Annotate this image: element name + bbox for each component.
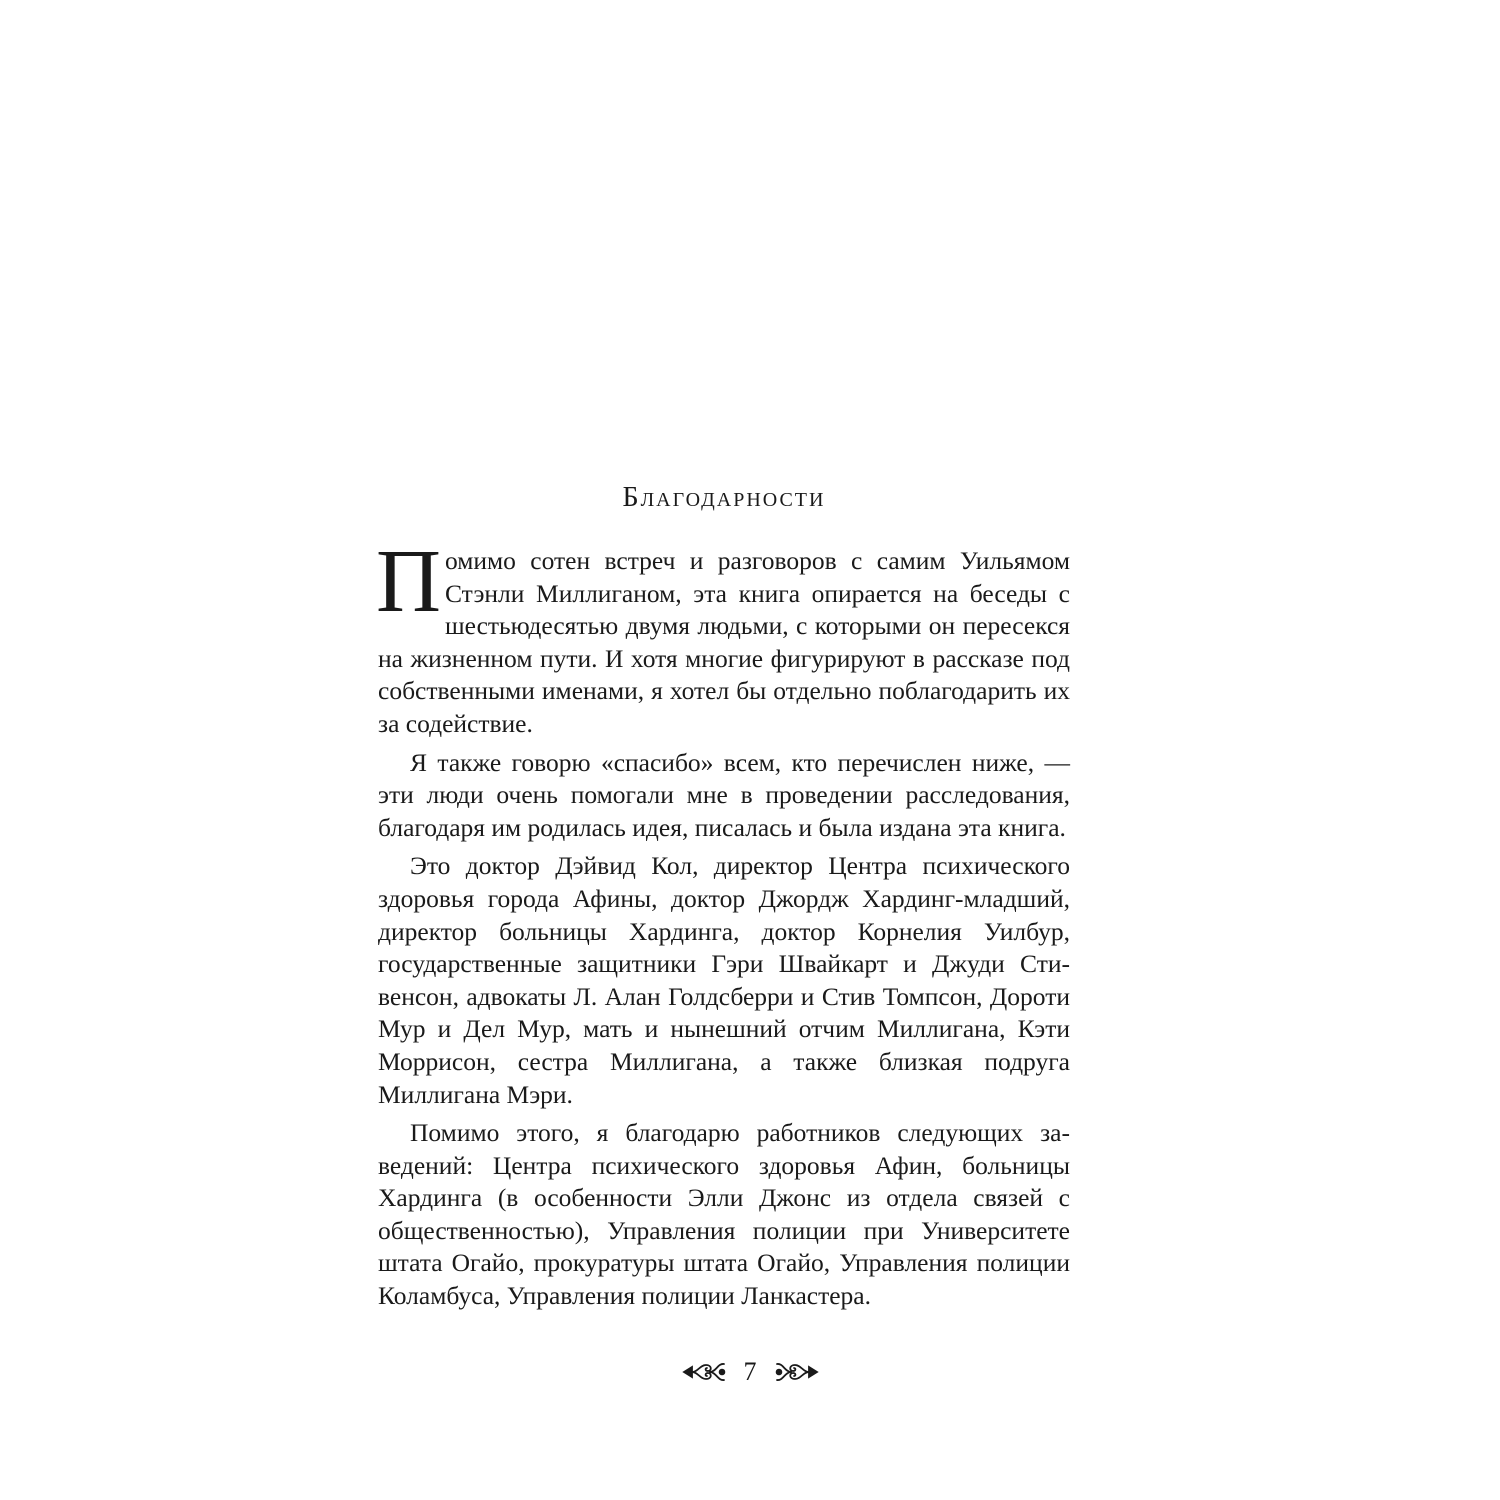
page-number: 7 xyxy=(743,1357,757,1386)
paragraph-3: Это доктор Дэйвид Кол, директор Центра психического здоровья города Афины, доктор Джордж Хардинг-младший, директор больницы Хардинга, доктор Корнелия Уилбур, государственные защитники Гэри Швайкарт и Джуди Стивенсон, адвокаты Л. Алан Голдсберри и Стив Томпсон, Дороти Мур и Дел Мур, мать и нынешний отчим Миллигана, Кэти Моррисон, сестра Миллигана, а также близкая подруга Миллигана Мэри. xyxy=(378,851,1070,1109)
paragraph-2: Я также говорю «спасибо» всем, кто перечислен ниже, — эти люди очень помогали мне в проведении расследования, благодаря им родилась идея, писалась и была издана эта книга. xyxy=(378,747,1070,842)
acknowledgements-text xyxy=(376,532,1070,1313)
drop-cap: П xyxy=(376,532,441,631)
page-title: Благодарности xyxy=(622,482,826,513)
page-footer xyxy=(0,1350,1500,1394)
paragraph-4: Помимо этого, я благодарю работников следующих заведений: Центра психического здоровья Афин, больницы Хардинга (в особенности Элли Джонс из отдела связей с общественностью), Управления полиции при Университете штата Огайо, прокуратуры штата Огайо, Управления полиции Коламбуса, Управления полиции Ланкастера. xyxy=(378,1118,1070,1311)
paragraph-1 xyxy=(376,532,1070,741)
paragraph-1-text: омимо сотен встреч и разговоров с самим Уильямом Стэнли Миллиганом, эта книга опирается на беседы с шестьюдесятью двумя людьми, с которыми он пересекся на жизненном пути. И хотя многие фигурируют в рассказе под собственными именами, я хотел бы отдельно поблагодарить их за содействие. xyxy=(378,546,1070,738)
flourish-right-icon xyxy=(773,1355,819,1389)
flourish-left-icon xyxy=(682,1355,728,1389)
